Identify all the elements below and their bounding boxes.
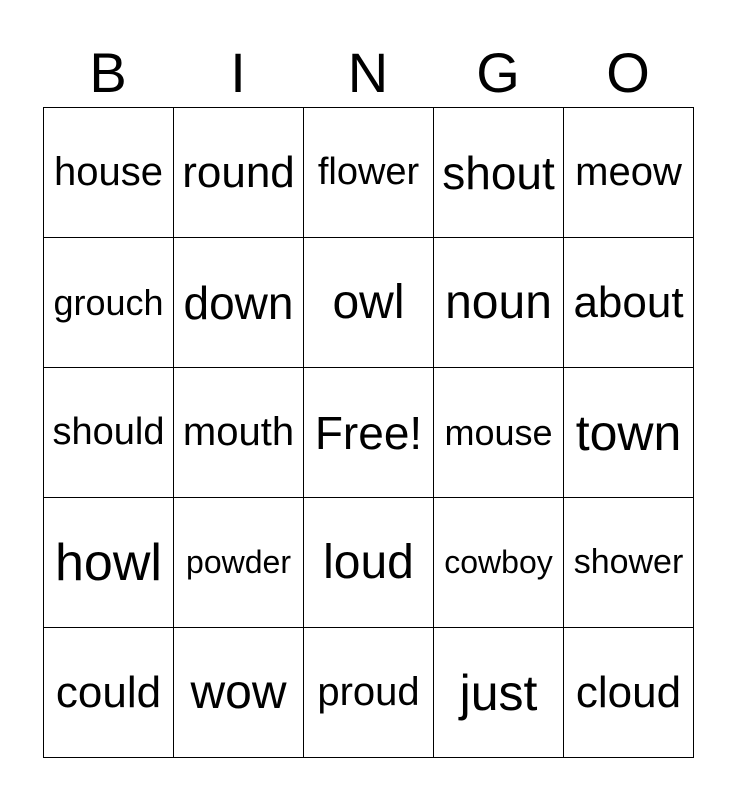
bingo-header [43,40,693,106]
bingo-cell[interactable] [304,498,434,628]
cell-word: flower [317,151,420,193]
bingo-cell[interactable] [564,108,694,238]
bingo-cell[interactable] [564,238,694,368]
bingo-cell[interactable] [434,108,564,238]
cell-word: loud [323,536,414,589]
cell-word: just [459,664,538,721]
cell-word: should [52,411,165,453]
bingo-cell[interactable] [44,628,174,758]
cell-word: about [573,277,684,327]
bingo-cell[interactable] [304,108,434,238]
bingo-board [43,107,694,758]
cell-word: wow [190,666,287,719]
cell-word: owl [332,276,405,329]
cell-word: could [55,667,162,717]
bingo-cell[interactable] [44,368,174,498]
bingo-cell[interactable] [174,238,304,368]
cell-word: cloud [575,667,682,717]
cell-word: town [575,404,682,461]
bingo-cell[interactable] [304,238,434,368]
bingo-cell[interactable] [174,368,304,498]
bingo-cell[interactable] [434,628,564,758]
cell-word: cowboy [444,544,553,580]
cell-word: house [54,150,163,194]
bingo-cell[interactable] [434,498,564,628]
cell-word: grouch [53,281,164,323]
cell-word: shower [573,543,684,581]
bingo-cell[interactable] [434,368,564,498]
bingo-cell[interactable] [564,368,694,498]
header-letter-n: N [347,41,389,104]
bingo-cell[interactable] [174,628,304,758]
bingo-cell[interactable] [564,498,694,628]
cell-word: howl [55,533,162,592]
cell-word: meow [575,150,682,194]
bingo-cell[interactable] [44,238,174,368]
cell-word: shout [442,146,555,199]
cell-word: noun [445,276,552,329]
cell-word: mouth [182,410,295,454]
header-letter-g: G [476,41,520,104]
header-letter-o: O [606,41,650,104]
cell-word: mouse [444,411,553,453]
cell-word: powder [186,544,291,580]
bingo-cell[interactable] [434,238,564,368]
bingo-cell[interactable] [564,628,694,758]
bingo-cell[interactable] [174,108,304,238]
bingo-cell[interactable] [304,628,434,758]
free-space-cell[interactable] [304,368,434,498]
cell-word: round [182,147,295,197]
cell-word: down [183,276,294,329]
bingo-cell[interactable] [174,498,304,628]
header-letter-i: I [230,41,246,104]
bingo-cell[interactable] [44,498,174,628]
free-space-label: Free! [314,406,423,459]
bingo-cell[interactable] [44,108,174,238]
cell-word: proud [317,670,420,714]
header-letter-b: B [89,41,127,104]
